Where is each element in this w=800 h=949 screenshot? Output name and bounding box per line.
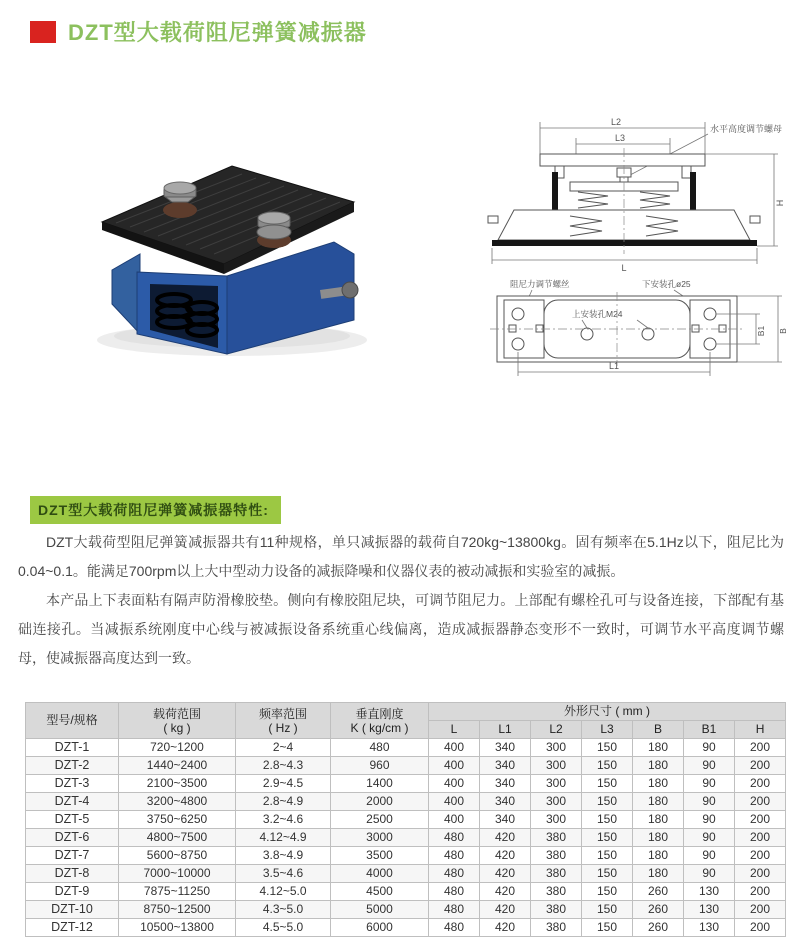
table-row xyxy=(26,847,786,865)
table-cell: 150 xyxy=(582,775,633,793)
table-cell: 130 xyxy=(684,883,735,901)
table-cell: 340 xyxy=(480,793,531,811)
col-header-dim: H xyxy=(735,721,786,739)
table-cell: 3.2~4.6 xyxy=(236,811,331,829)
table-cell: 1440~2400 xyxy=(119,757,236,775)
table-cell: 150 xyxy=(582,793,633,811)
table-cell: 2.9~4.5 xyxy=(236,775,331,793)
col-header-dim: B xyxy=(633,721,684,739)
table-cell: 90 xyxy=(684,865,735,883)
table-cell: DZT-4 xyxy=(26,793,119,811)
feature-paragraph: DZT大载荷型阻尼弹簧减振器共有11种规格，单只减振器的载荷自720kg~13800kg。固有频率在5.1Hz以下，阻尼比为0.04~0.1。能满足700rpm以上大中型动力设备的减振降噪和仪器仪表的被动减振和实验室的减振。 xyxy=(18,534,784,579)
table-cell: 1400 xyxy=(331,775,429,793)
table-cell: 380 xyxy=(531,865,582,883)
table-cell: DZT-7 xyxy=(26,847,119,865)
table-cell: 200 xyxy=(735,775,786,793)
dim-label-B1: B1 xyxy=(756,325,766,337)
table-body xyxy=(26,739,786,937)
table-row xyxy=(26,883,786,901)
table-cell: 150 xyxy=(582,883,633,901)
table-row xyxy=(26,919,786,937)
table-cell: 200 xyxy=(735,757,786,775)
table-row xyxy=(26,793,786,811)
features-text xyxy=(18,528,784,673)
table-cell: 480 xyxy=(429,847,480,865)
features-heading: DZT型大载荷阻尼弹簧减振器特性: xyxy=(30,496,281,524)
table-cell: 180 xyxy=(633,847,684,865)
technical-drawing xyxy=(452,112,800,380)
technical-drawing-svg xyxy=(452,112,800,380)
table-cell: 480 xyxy=(429,901,480,919)
table-cell: 2.8~4.9 xyxy=(236,793,331,811)
table-cell: 380 xyxy=(531,901,582,919)
table-cell: DZT-8 xyxy=(26,865,119,883)
table-cell: 4500 xyxy=(331,883,429,901)
table-cell: 480 xyxy=(429,883,480,901)
table-cell: 150 xyxy=(582,829,633,847)
dim-label-L3: L3 xyxy=(614,133,626,143)
table-cell: 7875~11250 xyxy=(119,883,236,901)
table-cell: 4.12~4.9 xyxy=(236,829,331,847)
col-header-load xyxy=(119,703,236,739)
table-cell: 200 xyxy=(735,793,786,811)
table-cell: 480 xyxy=(331,739,429,757)
table-cell: 5000 xyxy=(331,901,429,919)
col-header-dim: L2 xyxy=(531,721,582,739)
page-header xyxy=(30,16,367,47)
col-header-dim: L3 xyxy=(582,721,633,739)
table-cell: 150 xyxy=(582,901,633,919)
table-cell: 960 xyxy=(331,757,429,775)
table-cell: 420 xyxy=(480,829,531,847)
table-cell: 420 xyxy=(480,847,531,865)
table-cell: 300 xyxy=(531,739,582,757)
table-cell: 420 xyxy=(480,865,531,883)
table-cell: 3.8~4.9 xyxy=(236,847,331,865)
col-header-dim: L1 xyxy=(480,721,531,739)
table-cell: 480 xyxy=(429,829,480,847)
table-cell: DZT-6 xyxy=(26,829,119,847)
note-upper-hole: 上安装孔M24 xyxy=(572,309,623,319)
dim-label-H: H xyxy=(775,199,785,207)
table-cell: DZT-5 xyxy=(26,811,119,829)
table-cell: 180 xyxy=(633,739,684,757)
table-cell: DZT-10 xyxy=(26,901,119,919)
note-lower-hole: 下安装孔ø25 xyxy=(642,279,691,289)
table-cell: 380 xyxy=(531,829,582,847)
table-cell: 200 xyxy=(735,919,786,937)
table-cell: 200 xyxy=(735,847,786,865)
table-cell: 150 xyxy=(582,865,633,883)
feature-paragraph: 本产品上下表面粘有隔声防滑橡胶垫。侧向有橡胶阻尼块，可调节阻尼力。上部配有螺栓孔可与设备连接，下部配有基础连接孔。当减振系统刚度中心线与被减振设备系统重心线偏离，造成减振器静态变形不一致时，可调节水平高度调节螺母，使减振器高度达到一致。 xyxy=(18,592,784,666)
product-photo xyxy=(82,122,377,367)
table-cell: 90 xyxy=(684,757,735,775)
dim-label-L2: L2 xyxy=(610,117,622,127)
top-bolt-icon xyxy=(257,212,291,248)
table-cell: DZT-1 xyxy=(26,739,119,757)
table-cell: DZT-2 xyxy=(26,757,119,775)
col-header-stiffness xyxy=(331,703,429,739)
table-cell: 300 xyxy=(531,775,582,793)
table-cell: 5600~8750 xyxy=(119,847,236,865)
table-row xyxy=(26,829,786,847)
table-cell: DZT-12 xyxy=(26,919,119,937)
note-damping-screw: 阻尼力调节螺丝 xyxy=(510,279,570,289)
table-cell: 180 xyxy=(633,865,684,883)
table-cell: 340 xyxy=(480,739,531,757)
table-cell: 90 xyxy=(684,793,735,811)
table-cell: 150 xyxy=(582,919,633,937)
figures-section xyxy=(0,112,800,382)
table-cell: 300 xyxy=(531,793,582,811)
col-header-stiff-line2: K ( kg/cm ) xyxy=(350,720,409,735)
table-cell: 90 xyxy=(684,847,735,865)
table-cell: 130 xyxy=(684,919,735,937)
table-cell: 2100~3500 xyxy=(119,775,236,793)
table-cell: 4.5~5.0 xyxy=(236,919,331,937)
table-cell: 3.5~4.6 xyxy=(236,865,331,883)
table-cell: 420 xyxy=(480,901,531,919)
table-cell: 90 xyxy=(684,739,735,757)
table-cell: 480 xyxy=(429,919,480,937)
col-header-freq-line1: 频率范围 xyxy=(258,706,307,721)
table-cell: 4000 xyxy=(331,865,429,883)
table-cell: 150 xyxy=(582,757,633,775)
table-cell: 300 xyxy=(531,811,582,829)
table-cell: 200 xyxy=(735,865,786,883)
col-header-dim: B1 xyxy=(684,721,735,739)
table-cell: 420 xyxy=(480,883,531,901)
table-cell: 260 xyxy=(633,901,684,919)
table-cell: 3200~4800 xyxy=(119,793,236,811)
table-cell: 400 xyxy=(429,793,480,811)
table-cell: 90 xyxy=(684,811,735,829)
col-header-freq xyxy=(236,703,331,739)
title-bullet-icon xyxy=(30,21,56,43)
table-cell: 200 xyxy=(735,829,786,847)
table-cell: 3500 xyxy=(331,847,429,865)
table-cell: 200 xyxy=(735,811,786,829)
table-cell: 180 xyxy=(633,811,684,829)
table-row xyxy=(26,757,786,775)
dim-label-L: L xyxy=(621,263,627,273)
table-cell: 2~4 xyxy=(236,739,331,757)
table-cell: 2000 xyxy=(331,793,429,811)
table-cell: 4800~7500 xyxy=(119,829,236,847)
table-cell: 150 xyxy=(582,739,633,757)
dim-label-L1: L1 xyxy=(608,361,620,371)
col-header-dim: L xyxy=(429,721,480,739)
table-row xyxy=(26,901,786,919)
table-cell: 8750~12500 xyxy=(119,901,236,919)
table-cell: 400 xyxy=(429,811,480,829)
table-cell: 260 xyxy=(633,883,684,901)
col-header-stiff-line1: 垂直刚度 xyxy=(355,706,404,721)
table-cell: 340 xyxy=(480,775,531,793)
table-row xyxy=(26,775,786,793)
table-cell: 7000~10000 xyxy=(119,865,236,883)
table-cell: 340 xyxy=(480,757,531,775)
table-cell: 200 xyxy=(735,739,786,757)
table-cell: 380 xyxy=(531,883,582,901)
table-cell: 150 xyxy=(582,811,633,829)
table-cell: 180 xyxy=(633,775,684,793)
table-row xyxy=(26,811,786,829)
table-cell: 130 xyxy=(684,901,735,919)
table-cell: DZT-9 xyxy=(26,883,119,901)
page-title: DZT型大载荷阻尼弹簧减振器 xyxy=(68,20,367,45)
table-cell: 260 xyxy=(633,919,684,937)
table-cell: 180 xyxy=(633,757,684,775)
table-cell: 2500 xyxy=(331,811,429,829)
table-cell: 180 xyxy=(633,829,684,847)
table-cell: DZT-3 xyxy=(26,775,119,793)
table-cell: 300 xyxy=(531,757,582,775)
table-cell: 3750~6250 xyxy=(119,811,236,829)
col-header-load-line2: ( kg ) xyxy=(163,720,191,735)
table-cell: 6000 xyxy=(331,919,429,937)
table-cell: 400 xyxy=(429,757,480,775)
product-photo-illustration xyxy=(82,122,377,367)
table-cell: 200 xyxy=(735,883,786,901)
table-cell: 340 xyxy=(480,811,531,829)
col-header-load-line1: 载荷范围 xyxy=(152,706,201,721)
table-cell: 480 xyxy=(429,865,480,883)
table-cell: 90 xyxy=(684,775,735,793)
table-row xyxy=(26,865,786,883)
spec-table xyxy=(25,702,786,937)
table-cell: 420 xyxy=(480,919,531,937)
col-header-freq-line2: ( Hz ) xyxy=(268,720,298,735)
table-cell: 2.8~4.3 xyxy=(236,757,331,775)
table-cell: 10500~13800 xyxy=(119,919,236,937)
table-cell: 180 xyxy=(633,793,684,811)
table-row xyxy=(26,739,786,757)
table-cell: 720~1200 xyxy=(119,739,236,757)
dim-label-B: B xyxy=(778,328,788,334)
table-cell: 4.12~5.0 xyxy=(236,883,331,901)
col-header-dimensions-group: 外形尺寸 ( mm ) xyxy=(429,703,786,721)
table-cell: 4.3~5.0 xyxy=(236,901,331,919)
table-cell: 380 xyxy=(531,919,582,937)
table-cell: 400 xyxy=(429,739,480,757)
table-cell: 150 xyxy=(582,847,633,865)
table-cell: 3000 xyxy=(331,829,429,847)
col-header-model: 型号/规格 xyxy=(26,703,119,739)
table-header-row xyxy=(26,703,786,721)
table-cell: 380 xyxy=(531,847,582,865)
table-cell: 200 xyxy=(735,901,786,919)
note-top-nut: 水平高度调节螺母 xyxy=(710,124,783,134)
table-cell: 90 xyxy=(684,829,735,847)
table-cell: 400 xyxy=(429,775,480,793)
